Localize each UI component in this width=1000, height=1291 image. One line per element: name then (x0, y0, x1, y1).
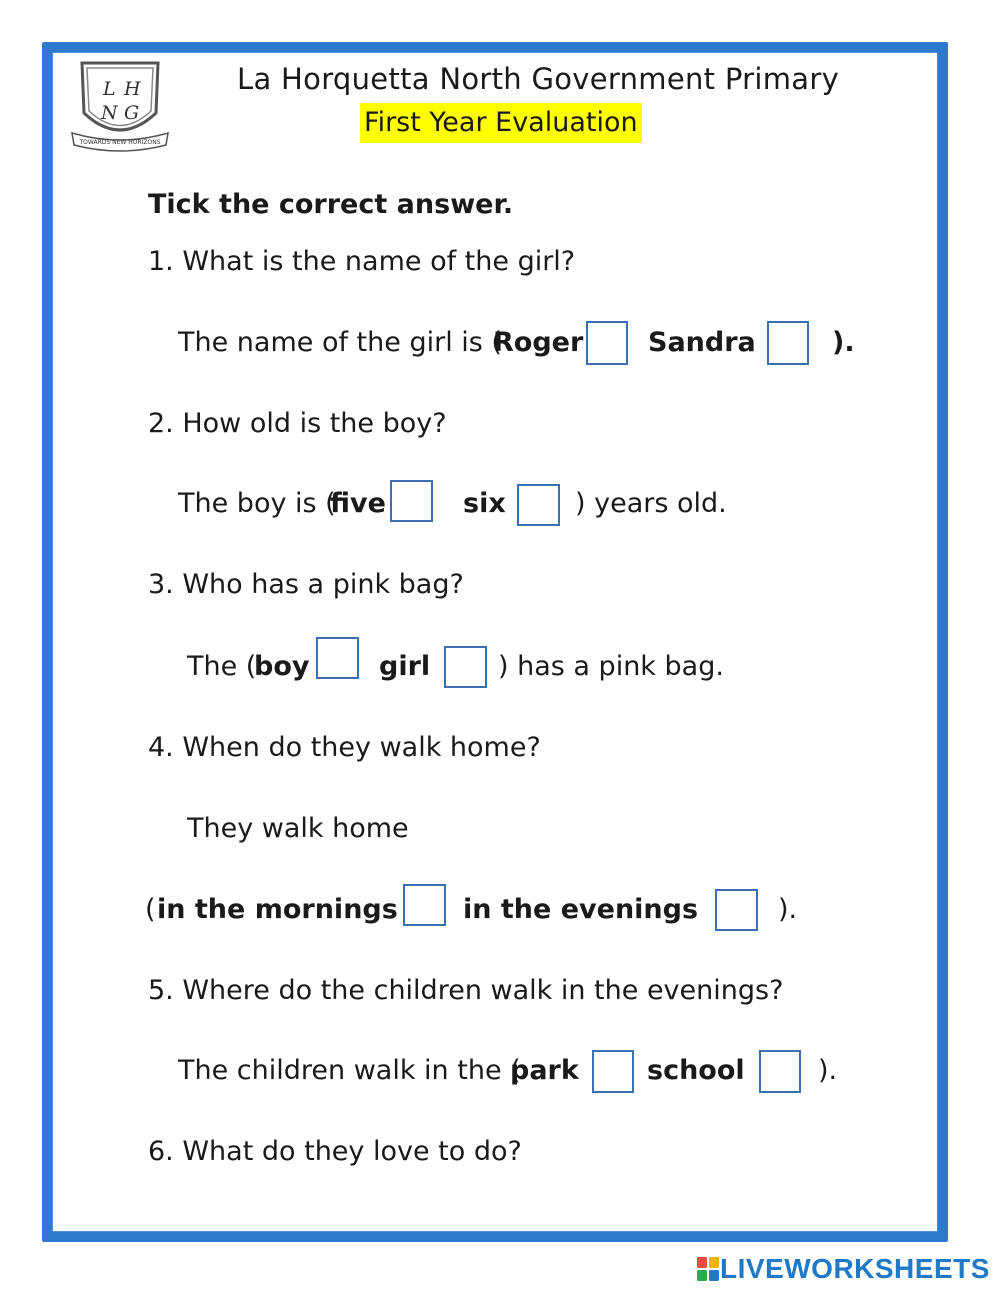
question-6: 6. What do they love to do? (148, 1136, 522, 1167)
question-2: 2. How old is the boy? (148, 408, 447, 439)
answer-1-option-1: Roger (493, 327, 584, 358)
answer-2-option-1: five (330, 488, 386, 519)
answer-4-checkbox-1[interactable] (403, 884, 446, 926)
answer-5-option-1: park (510, 1055, 579, 1086)
answer-4-option-2: in the evenings (463, 894, 699, 925)
answer-5-option-2: school (647, 1055, 745, 1086)
answer-3-suffix: ) has a pink bag. (498, 651, 724, 682)
school-logo (68, 55, 172, 155)
svg-text:N: N (101, 102, 118, 124)
school-name: La Horquetta North Government Primary (237, 62, 840, 96)
svg-text:G: G (124, 102, 140, 124)
svg-text:H: H (124, 78, 141, 100)
answer-1-prefix: The name of the girl is ( (178, 327, 502, 358)
question-5: 5. Where do the children walk in the evenings? (148, 975, 784, 1006)
answer-3-prefix: The ( (187, 651, 257, 682)
liveworksheets-icon (696, 1256, 720, 1282)
answer-3-checkbox-1[interactable] (316, 637, 359, 679)
answer-5-checkbox-1[interactable] (592, 1050, 634, 1093)
instruction: Tick the correct answer. (148, 189, 514, 220)
answer-4-open-paren: ( (145, 894, 156, 925)
answer-4-option-1: in the mornings (157, 894, 398, 925)
answer-2-checkbox-1[interactable] (390, 480, 433, 522)
answer-5-checkbox-2[interactable] (759, 1050, 801, 1093)
question-3: 3. Who has a pink bag? (148, 569, 464, 600)
svg-text:TOWARDS NEW HORIZONS: TOWARDS NEW HORIZONS (79, 139, 161, 146)
answer-4-checkbox-2[interactable] (715, 889, 758, 931)
question-1: 1. What is the name of the girl? (148, 246, 576, 277)
evaluation-title: First Year Evaluation (360, 103, 642, 143)
watermark-text: LIVEWORKSHEETS (720, 1253, 990, 1284)
question-4: 4. When do they walk home? (148, 732, 541, 763)
answer-4-prefix: They walk home (187, 813, 409, 844)
answer-1-option-2: Sandra (648, 327, 756, 358)
answer-1-checkbox-2[interactable] (767, 321, 809, 365)
answer-3-option-2: girl (379, 651, 431, 682)
svg-text:L: L (103, 78, 116, 100)
answer-5-suffix: ). (818, 1055, 838, 1086)
liveworksheets-watermark[interactable] (696, 1253, 990, 1285)
answer-4-suffix: ). (778, 894, 798, 925)
answer-3-checkbox-2[interactable] (444, 646, 487, 688)
answer-1-checkbox-1[interactable] (586, 321, 628, 365)
answer-5-prefix: The children walk in the ( (178, 1055, 521, 1086)
answer-2-option-2: six (463, 488, 506, 519)
answer-2-prefix: The boy is ( (178, 488, 336, 519)
answer-2-suffix: ) years old. (575, 488, 727, 519)
answer-1-suffix: ). (832, 327, 855, 358)
answer-2-checkbox-2[interactable] (517, 484, 560, 526)
answer-3-option-1: boy (254, 651, 310, 682)
